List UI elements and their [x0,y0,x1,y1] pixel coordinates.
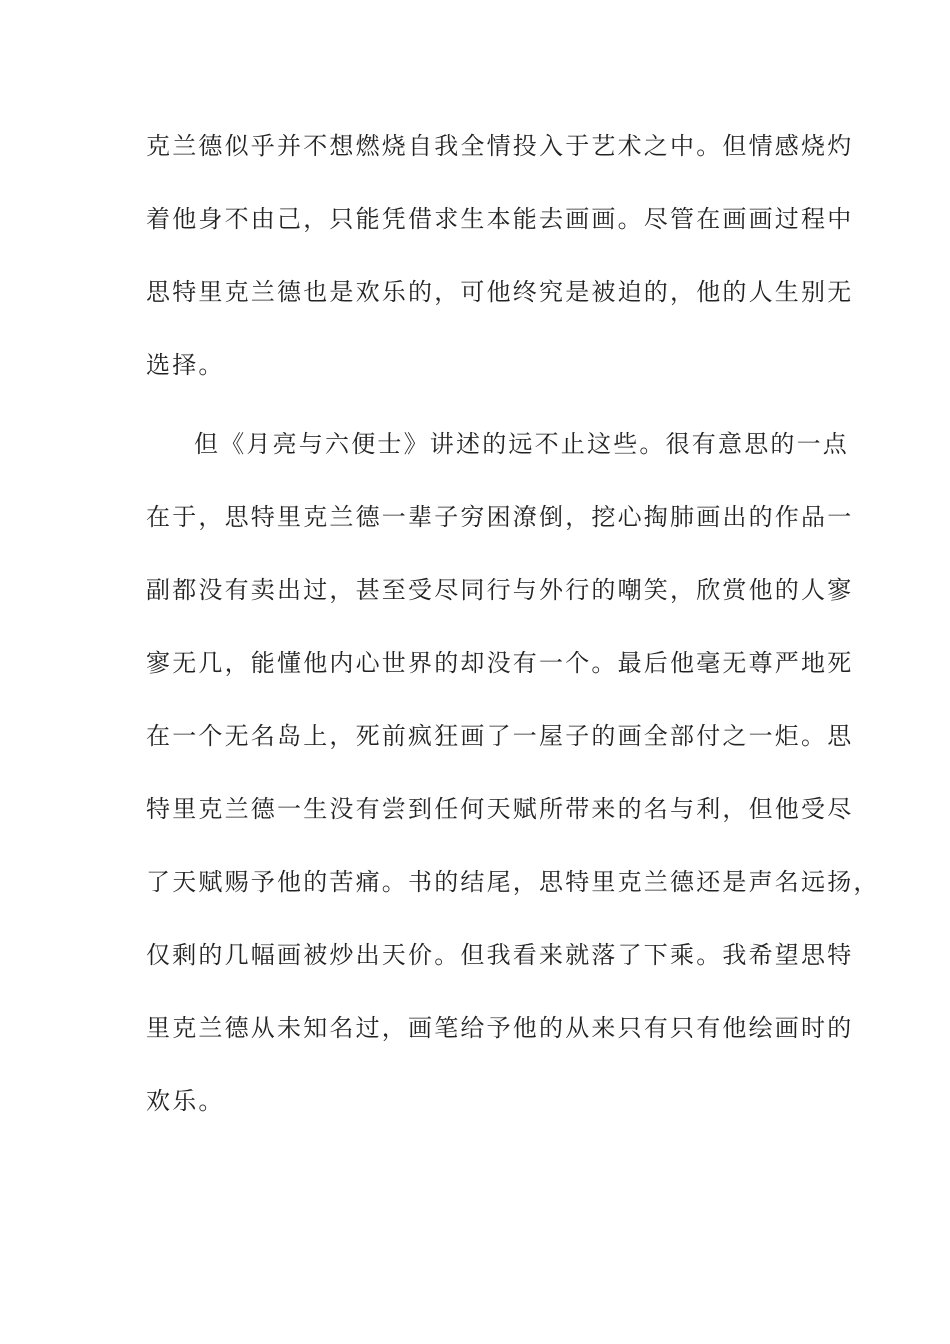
text-line: 里克兰德从未知名过，画笔给予他的从来只有只有他绘画时的 [146,1014,854,1042]
body-text [146,118,880,1146]
text-line: 在一个无名岛上，死前疯狂画了一屋子的画全部付之一炬。思 [146,722,854,750]
text-line: 思特里克兰德也是欢乐的，可他终究是被迫的，他的人生别无 [146,278,854,306]
text-line: 特里克兰德一生没有尝到任何天赋所带来的名与利，但他受尽 [146,795,854,823]
text-line-first-indented: 但《月亮与六便士》讲述的远不止这些。很有意思的一点 [194,430,849,458]
paragraph-2 [146,416,880,1146]
text-line: 副都没有卖出过，甚至受尽同行与外行的嘲笑，欣赏他的人寥 [146,576,854,604]
paragraph-1 [146,118,854,410]
text-line: 在于，思特里克兰德一辈子穷困潦倒，挖心掏肺画出的作品一 [146,503,854,531]
text-line: 了天赋赐予他的苦痛。书的结尾，思特里克兰德还是声名远扬， [146,868,880,896]
text-line: 仅剩的几幅画被炒出天价。但我看来就落了下乘。我希望思特 [146,941,854,969]
text-line: 着他身不由己，只能凭借求生本能去画画。尽管在画画过程中 [146,205,854,233]
text-line: 选择。 [146,351,225,379]
text-line: 克兰德似乎并不想燃烧自我全情投入于艺术之中。但情感烧灼 [146,132,854,160]
text-line: 寥无几，能懂他内心世界的却没有一个。最后他毫无尊严地死 [146,649,854,677]
text-line: 欢乐。 [146,1087,225,1115]
